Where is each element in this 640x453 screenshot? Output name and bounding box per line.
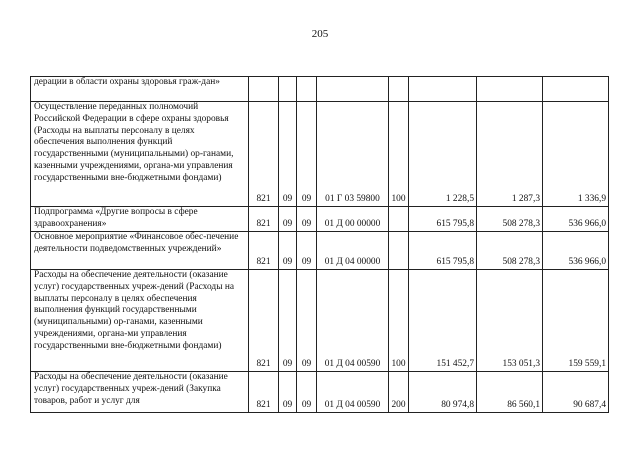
ved-cell: 821 (249, 232, 279, 270)
year3-cell: 536 966,0 (543, 232, 609, 270)
pr-cell: 09 (297, 232, 317, 270)
table-row (31, 232, 609, 270)
rz-cell: 09 (279, 102, 297, 207)
vr-cell: 200 (389, 372, 409, 413)
vr-cell: 100 (389, 270, 409, 372)
year1-cell (409, 77, 477, 102)
table-row (31, 372, 609, 413)
year3-cell: 536 966,0 (543, 207, 609, 232)
vr-cell: 100 (389, 102, 409, 207)
year1-cell: 615 795,8 (409, 207, 477, 232)
year1-cell: 80 974,8 (409, 372, 477, 413)
pr-cell: 09 (297, 372, 317, 413)
vr-cell (389, 207, 409, 232)
year2-cell: 508 278,3 (477, 207, 543, 232)
year1-cell: 615 795,8 (409, 232, 477, 270)
row-name: Расходы на обеспечение деятельности (оказание услуг) государственных учреж-дений (Закупка товаров, работ и услуг для (31, 372, 249, 413)
budget-table (30, 76, 609, 413)
ved-cell: 821 (249, 102, 279, 207)
year2-cell (477, 77, 543, 102)
ved-cell: 821 (249, 207, 279, 232)
pr-cell: 09 (297, 207, 317, 232)
csr-cell (317, 77, 389, 102)
row-name: Расходы на обеспечение деятельности (оказание услуг) государственных учреж-дений (Расходы на выплаты персоналу в целях обеспечения выполнения функций государственными (муниципальными) ор-ганами, казенными учреждениями, органа-ми управления государственными вне-бюджетными фондами) (31, 270, 249, 372)
ved-cell: 821 (249, 270, 279, 372)
year2-cell: 86 560,1 (477, 372, 543, 413)
year2-cell: 1 287,3 (477, 102, 543, 207)
table-row (31, 207, 609, 232)
table-row (31, 102, 609, 207)
pr-cell: 09 (297, 270, 317, 372)
csr-cell: 01 Г 03 59800 (317, 102, 389, 207)
rz-cell: 09 (279, 232, 297, 270)
year2-cell: 153 051,3 (477, 270, 543, 372)
table-row (31, 270, 609, 372)
csr-cell: 01 Д 04 00590 (317, 270, 389, 372)
year1-cell: 151 452,7 (409, 270, 477, 372)
vr-cell (389, 77, 409, 102)
rz-cell: 09 (279, 270, 297, 372)
row-name: Основное мероприятие «Финансовое обес-печение деятельности подведомственных учреждений» (31, 232, 249, 270)
row-name: Осуществление переданных полномочий Российской Федерации в сфере охраны здоровья (Расходы на выплаты персоналу в целях обеспечения выполнения функций государственными (муниципальными) ор-ганами, казенными учреждениями, органа-ми управления государственными вне-бюджетными фондами) (31, 102, 249, 207)
year3-cell: 159 559,1 (543, 270, 609, 372)
row-name: дерации в области охраны здоровья граж-дан» (31, 77, 249, 102)
rz-cell: 09 (279, 372, 297, 413)
rz-cell: 09 (279, 207, 297, 232)
row-name: Подпрограмма «Другие вопросы в сфере здравоохранения» (31, 207, 249, 232)
pr-cell (297, 77, 317, 102)
year2-cell: 508 278,3 (477, 232, 543, 270)
pr-cell: 09 (297, 102, 317, 207)
csr-cell: 01 Д 04 00590 (317, 372, 389, 413)
year1-cell: 1 228,5 (409, 102, 477, 207)
year3-cell: 90 687,4 (543, 372, 609, 413)
vr-cell (389, 232, 409, 270)
year3-cell: 1 336,9 (543, 102, 609, 207)
csr-cell: 01 Д 04 00000 (317, 232, 389, 270)
year3-cell (543, 77, 609, 102)
table-row (31, 77, 609, 102)
ved-cell (249, 77, 279, 102)
ved-cell: 821 (249, 372, 279, 413)
csr-cell: 01 Д 00 00000 (317, 207, 389, 232)
rz-cell (279, 77, 297, 102)
page-number: 205 (311, 28, 329, 40)
